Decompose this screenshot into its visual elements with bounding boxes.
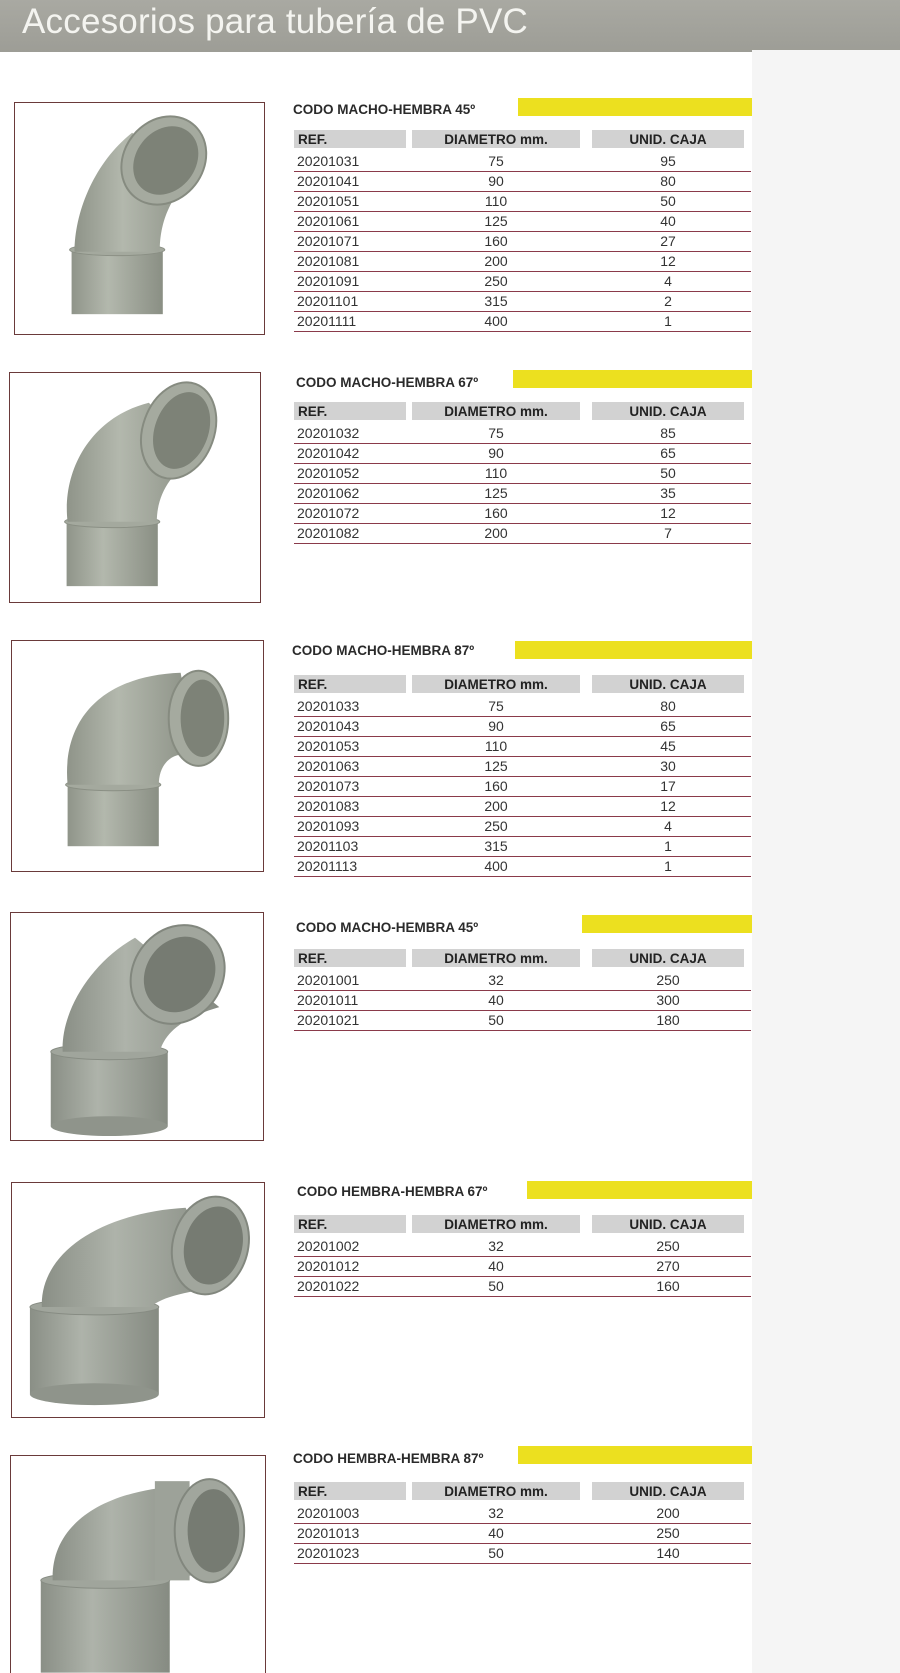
section-title: CODO HEMBRA-HEMBRA 67º — [297, 1184, 488, 1199]
table-header-row — [294, 675, 751, 695]
table-cell: 200 — [412, 797, 580, 817]
yellow-accent-bar — [515, 641, 752, 659]
table-cell — [744, 1524, 751, 1544]
table-cell: 125 — [412, 484, 580, 504]
table-cell: 90 — [412, 172, 580, 192]
table-cell: 315 — [412, 837, 580, 857]
table-cell — [744, 757, 751, 777]
elbow-45-photo — [14, 102, 265, 335]
table-row — [294, 1011, 751, 1031]
table-cell: 300 — [592, 991, 744, 1011]
table-cell — [744, 252, 751, 272]
table-row — [294, 172, 751, 192]
table-cell — [580, 1544, 592, 1564]
table-cell: 125 — [412, 757, 580, 777]
table-cell — [580, 422, 592, 444]
section-title: CODO HEMBRA-HEMBRA 87º — [293, 1451, 484, 1466]
table-cell: 85 — [592, 422, 744, 444]
table-cell: 250 — [412, 817, 580, 837]
table-cell: 20201011 — [294, 991, 412, 1011]
table-row — [294, 777, 751, 797]
table-cell — [744, 695, 751, 717]
column-header: DIAMETRO mm. — [412, 675, 580, 695]
table-cell: 50 — [412, 1544, 580, 1564]
table-cell: 20201082 — [294, 524, 412, 544]
table-cell — [744, 524, 751, 544]
table-cell: 90 — [412, 717, 580, 737]
table-cell: 20201061 — [294, 212, 412, 232]
table-cell: 250 — [592, 1235, 744, 1257]
table-row — [294, 969, 751, 991]
column-header — [744, 402, 751, 422]
table-cell — [580, 464, 592, 484]
table-cell: 50 — [412, 1277, 580, 1297]
table-cell — [580, 1011, 592, 1031]
table-cell — [580, 757, 592, 777]
column-header — [580, 402, 592, 422]
col-ref: REF. — [294, 130, 406, 150]
table-cell — [580, 837, 592, 857]
table-cell: 20201023 — [294, 1544, 412, 1564]
yellow-accent-bar — [513, 370, 752, 388]
table-row — [294, 150, 751, 172]
table-cell: 20201042 — [294, 444, 412, 464]
column-header: REF. — [294, 1215, 406, 1235]
table-header-row — [294, 949, 751, 969]
table-cell — [744, 464, 751, 484]
table-cell — [744, 1011, 751, 1031]
table-row — [294, 717, 751, 737]
table-cell: 1 — [592, 312, 744, 332]
table-cell — [580, 252, 592, 272]
table-cell — [744, 737, 751, 757]
table-cell: 40 — [412, 991, 580, 1011]
table-cell — [744, 777, 751, 797]
column-header — [580, 1482, 592, 1502]
table-cell: 20201113 — [294, 857, 412, 877]
col-diametro: DIAMETRO mm. — [412, 130, 580, 150]
table-cell: 50 — [592, 464, 744, 484]
table-cell: 65 — [592, 717, 744, 737]
table-cell — [744, 212, 751, 232]
table-cell — [580, 524, 592, 544]
table-cell: 20201091 — [294, 272, 412, 292]
table-row — [294, 212, 751, 232]
table-cell: 20201071 — [294, 232, 412, 252]
table-cell: 20201013 — [294, 1524, 412, 1544]
table-cell — [580, 172, 592, 192]
table-cell: 35 — [592, 484, 744, 504]
table-cell — [580, 717, 592, 737]
table-cell: 4 — [592, 817, 744, 837]
table-cell — [580, 737, 592, 757]
table-cell: 20201053 — [294, 737, 412, 757]
table-cell: 95 — [592, 150, 744, 172]
table-cell: 40 — [592, 212, 744, 232]
table-cell: 20201111 — [294, 312, 412, 332]
table-row — [294, 757, 751, 777]
table-cell: 75 — [412, 150, 580, 172]
column-header — [580, 1215, 592, 1235]
table-cell — [744, 272, 751, 292]
table-cell — [744, 1257, 751, 1277]
column-header — [580, 130, 592, 150]
table-cell: 65 — [592, 444, 744, 464]
table-cell — [744, 1544, 751, 1564]
section-title: CODO MACHO-HEMBRA 45º — [293, 102, 476, 117]
table-row — [294, 484, 751, 504]
table-cell — [580, 272, 592, 292]
table-cell — [580, 991, 592, 1011]
table-cell: 20201001 — [294, 969, 412, 991]
table-cell: 140 — [592, 1544, 744, 1564]
yellow-accent-bar — [518, 1446, 752, 1464]
table-cell — [744, 837, 751, 857]
table-cell: 75 — [412, 422, 580, 444]
table-cell: 20201073 — [294, 777, 412, 797]
table-row — [294, 695, 751, 717]
table-cell: 20201003 — [294, 1502, 412, 1524]
table-cell: 30 — [592, 757, 744, 777]
table-cell: 50 — [592, 192, 744, 212]
table-row — [294, 737, 751, 757]
table-row — [294, 252, 751, 272]
elbow-87-photo — [11, 640, 264, 872]
table-row — [294, 232, 751, 252]
table-cell — [580, 797, 592, 817]
table-cell: 50 — [412, 1011, 580, 1031]
spec-table — [294, 130, 751, 332]
column-header — [744, 675, 751, 695]
table-cell: 20201041 — [294, 172, 412, 192]
column-header — [744, 949, 751, 969]
page-title: Accesorios para tubería de PVC — [22, 2, 528, 41]
table-cell: 110 — [412, 192, 580, 212]
table-row — [294, 312, 751, 332]
table-cell: 20201081 — [294, 252, 412, 272]
table-cell: 20201012 — [294, 1257, 412, 1277]
table-row — [294, 857, 751, 877]
table-cell — [580, 1235, 592, 1257]
table-cell — [744, 172, 751, 192]
table-cell — [744, 422, 751, 444]
table-cell — [744, 504, 751, 524]
table-cell: 80 — [592, 695, 744, 717]
table-cell: 1 — [592, 837, 744, 857]
table-cell — [744, 312, 751, 332]
table-row — [294, 1524, 751, 1544]
column-header: DIAMETRO mm. — [412, 402, 580, 422]
table-cell: 160 — [592, 1277, 744, 1297]
table-cell: 80 — [592, 172, 744, 192]
table-row — [294, 272, 751, 292]
table-cell — [744, 292, 751, 312]
column-header: DIAMETRO mm. — [412, 949, 580, 969]
table-cell: 200 — [412, 252, 580, 272]
table-cell: 12 — [592, 797, 744, 817]
spec-table — [294, 1482, 751, 1564]
table-cell: 27 — [592, 232, 744, 252]
table-cell: 160 — [412, 504, 580, 524]
table-cell: 17 — [592, 777, 744, 797]
table-cell: 20201051 — [294, 192, 412, 212]
column-header — [744, 130, 751, 150]
spec-table — [294, 402, 751, 544]
table-cell — [744, 717, 751, 737]
table-cell — [580, 444, 592, 464]
column-header: REF. — [294, 675, 406, 695]
table-cell — [744, 797, 751, 817]
table-cell: 160 — [412, 777, 580, 797]
table-cell: 315 — [412, 292, 580, 312]
table-row — [294, 1277, 751, 1297]
table-cell: 400 — [412, 857, 580, 877]
table-row — [294, 1502, 751, 1524]
table-cell — [744, 857, 751, 877]
table-cell: 45 — [592, 737, 744, 757]
table-cell: 32 — [412, 969, 580, 991]
column-header — [580, 949, 592, 969]
table-row — [294, 464, 751, 484]
yellow-accent-bar — [527, 1181, 752, 1199]
table-row — [294, 524, 751, 544]
table-cell: 20201062 — [294, 484, 412, 504]
table-row — [294, 817, 751, 837]
table-cell: 200 — [592, 1502, 744, 1524]
table-cell: 20201032 — [294, 422, 412, 444]
table-cell: 20201103 — [294, 837, 412, 857]
table-cell — [744, 1277, 751, 1297]
table-cell — [580, 232, 592, 252]
table-cell: 20201101 — [294, 292, 412, 312]
table-header-row — [294, 1482, 751, 1502]
section-title: CODO MACHO-HEMBRA 67º — [296, 375, 479, 390]
table-cell: 250 — [592, 969, 744, 991]
table-cell: 20201033 — [294, 695, 412, 717]
table-cell — [744, 991, 751, 1011]
column-header — [744, 1215, 751, 1235]
table-row — [294, 1544, 751, 1564]
table-cell: 250 — [592, 1524, 744, 1544]
table-cell — [580, 1257, 592, 1277]
spec-table — [294, 1215, 751, 1297]
section-title: CODO MACHO-HEMBRA 45º — [296, 920, 479, 935]
table-cell: 110 — [412, 737, 580, 757]
table-cell: 20201083 — [294, 797, 412, 817]
table-row — [294, 991, 751, 1011]
table-cell — [580, 504, 592, 524]
table-cell — [580, 777, 592, 797]
table-cell: 4 — [592, 272, 744, 292]
column-header: REF. — [294, 949, 406, 969]
table-header-row — [294, 1215, 751, 1235]
table-cell — [580, 484, 592, 504]
table-cell: 20201072 — [294, 504, 412, 524]
table-cell — [744, 1502, 751, 1524]
table-row — [294, 797, 751, 817]
table-row — [294, 192, 751, 212]
table-cell — [744, 817, 751, 837]
table-cell — [580, 1277, 592, 1297]
table-cell — [580, 857, 592, 877]
table-row — [294, 1257, 751, 1277]
table-cell — [744, 444, 751, 464]
table-cell — [580, 1524, 592, 1544]
table-cell: 20201043 — [294, 717, 412, 737]
table-row — [294, 837, 751, 857]
column-header: REF. — [294, 402, 406, 422]
table-header-row — [294, 130, 751, 150]
table-cell: 1 — [592, 857, 744, 877]
elbow-ff-67-photo — [11, 1182, 265, 1418]
table-cell: 110 — [412, 464, 580, 484]
column-header: UNID. CAJA — [592, 1215, 744, 1235]
table-cell — [580, 150, 592, 172]
column-header — [744, 1482, 751, 1502]
spec-table — [294, 949, 751, 1031]
table-cell — [580, 212, 592, 232]
table-cell — [580, 1502, 592, 1524]
column-header: UNID. CAJA — [592, 675, 744, 695]
table-cell: 200 — [412, 524, 580, 544]
column-header: DIAMETRO mm. — [412, 1482, 580, 1502]
table-cell — [580, 292, 592, 312]
table-row — [294, 1235, 751, 1257]
table-cell: 40 — [412, 1524, 580, 1544]
table-cell: 160 — [412, 232, 580, 252]
spec-table — [294, 675, 751, 877]
table-cell: 32 — [412, 1235, 580, 1257]
section-title: CODO MACHO-HEMBRA 87º — [292, 643, 475, 658]
column-header: REF. — [294, 1482, 406, 1502]
table-cell: 40 — [412, 1257, 580, 1277]
table-cell: 12 — [592, 504, 744, 524]
table-cell: 7 — [592, 524, 744, 544]
table-cell: 12 — [592, 252, 744, 272]
table-cell — [744, 232, 751, 252]
table-cell: 90 — [412, 444, 580, 464]
table-cell: 20201052 — [294, 464, 412, 484]
elbow-67-photo — [9, 372, 261, 603]
table-cell: 20201031 — [294, 150, 412, 172]
table-cell: 180 — [592, 1011, 744, 1031]
table-cell — [744, 150, 751, 172]
table-cell: 20201022 — [294, 1277, 412, 1297]
yellow-accent-bar — [518, 98, 752, 116]
yellow-accent-bar — [582, 915, 752, 933]
column-header — [580, 675, 592, 695]
table-cell: 270 — [592, 1257, 744, 1277]
table-header-row — [294, 402, 751, 422]
table-cell: 125 — [412, 212, 580, 232]
table-cell — [580, 695, 592, 717]
table-cell: 20201002 — [294, 1235, 412, 1257]
right-margin — [752, 50, 900, 1673]
table-cell: 400 — [412, 312, 580, 332]
column-header: DIAMETRO mm. — [412, 1215, 580, 1235]
table-cell — [580, 192, 592, 212]
table-cell — [744, 484, 751, 504]
table-row — [294, 504, 751, 524]
elbow-45-small-photo — [10, 912, 264, 1141]
table-cell: 20201093 — [294, 817, 412, 837]
elbow-ff-87-photo — [10, 1455, 266, 1673]
table-cell — [580, 312, 592, 332]
table-cell: 75 — [412, 695, 580, 717]
table-cell: 32 — [412, 1502, 580, 1524]
table-cell: 20201063 — [294, 757, 412, 777]
table-cell — [580, 969, 592, 991]
page-header — [0, 0, 900, 52]
table-cell — [744, 969, 751, 991]
table-row — [294, 292, 751, 312]
table-row — [294, 422, 751, 444]
table-cell: 250 — [412, 272, 580, 292]
table-cell — [580, 817, 592, 837]
table-cell: 20201021 — [294, 1011, 412, 1031]
table-cell — [744, 1235, 751, 1257]
table-cell — [744, 192, 751, 212]
table-cell: 2 — [592, 292, 744, 312]
column-header: UNID. CAJA — [592, 402, 744, 422]
col-unid: UNID. CAJA — [592, 130, 744, 150]
column-header: UNID. CAJA — [592, 1482, 744, 1502]
table-row — [294, 444, 751, 464]
column-header: UNID. CAJA — [592, 949, 744, 969]
